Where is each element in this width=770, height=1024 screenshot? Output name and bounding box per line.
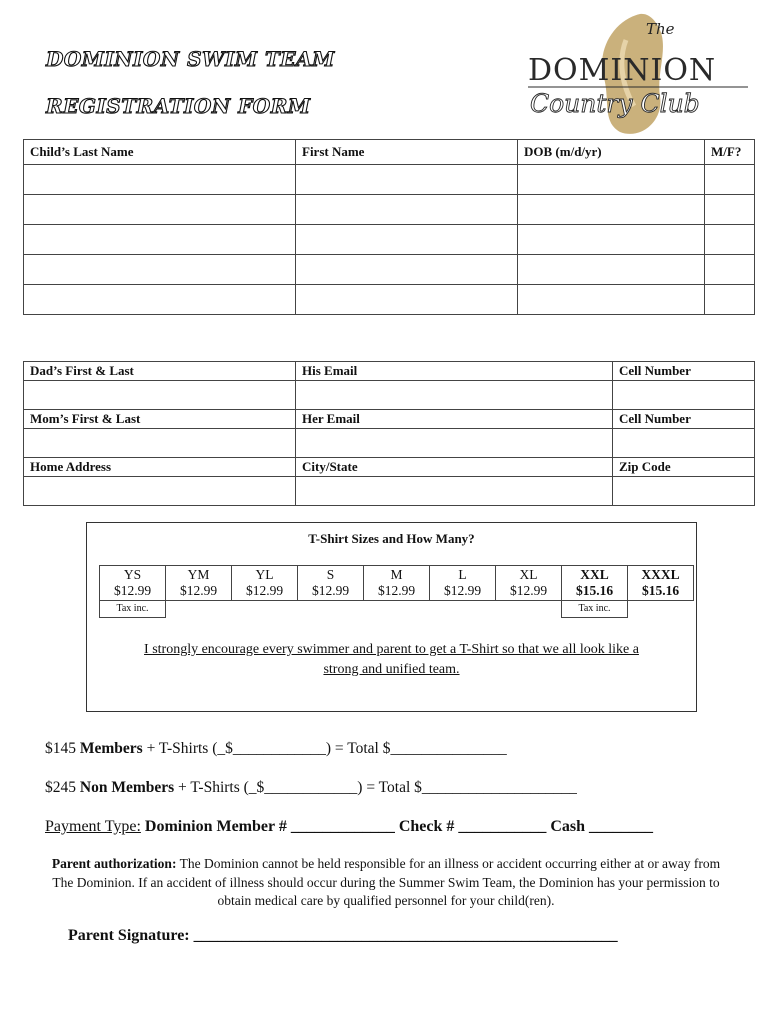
city-state-label: City/State — [296, 458, 613, 477]
dominion-country-club-logo — [522, 10, 754, 138]
child-last-name-field[interactable] — [24, 255, 296, 285]
size-name: L — [458, 567, 467, 582]
size-ys[interactable] — [100, 566, 166, 601]
home-address-label: Home Address — [24, 458, 296, 477]
her-email-field[interactable] — [296, 429, 613, 458]
tshirt-section — [86, 522, 697, 712]
non-members-total-field[interactable]: + T-Shirts (_$____________) = Total $____________________ — [178, 779, 577, 796]
payment-options-field[interactable]: Dominion Member # _____________ Check # ___________ Cash ________ — [144, 818, 654, 835]
encouragement-line1: I strongly encourage every swimmer and parent to get a T-Shirt so that we all look like a — [144, 642, 639, 657]
city-state-field[interactable] — [296, 477, 613, 506]
child-gender-field[interactable] — [705, 225, 755, 255]
form-title-line2: REGISTRATION FORM — [46, 94, 311, 118]
dad-name-field[interactable] — [24, 381, 296, 410]
child-last-name-field[interactable] — [24, 285, 296, 315]
size-xxxl[interactable] — [628, 566, 694, 601]
child-first-name-field[interactable] — [296, 195, 518, 225]
home-address-field[interactable] — [24, 477, 296, 506]
size-name: XL — [519, 567, 538, 582]
authorization-label: Parent authorization: — [51, 856, 177, 871]
child-dob-field[interactable] — [518, 225, 705, 255]
tax-note: Tax inc. — [100, 601, 166, 618]
logo-name: DOMINION — [528, 53, 717, 88]
tshirt-title: T-Shirt Sizes and How Many? — [308, 531, 475, 546]
authorization-text: The Dominion cannot be held responsible for an illness or accident occurring either at or away from The Dominion. If an accident of illness should occur during the Summer Swim Team, the Dominion has your permission to obtain medical care by qualified personnel for your child(ren). — [52, 856, 721, 908]
logo-the: The — [646, 20, 675, 38]
mom-cell-label: Cell Number — [613, 410, 755, 429]
child-table — [23, 139, 755, 315]
child-first-name-field[interactable] — [296, 285, 518, 315]
size-price: $12.99 — [245, 583, 284, 598]
size-price: $15.16 — [575, 583, 614, 598]
size-name: YS — [123, 567, 142, 582]
non-members-label: Non Members — [79, 779, 175, 796]
members-label: Members — [79, 740, 143, 757]
non-members-price: $245 — [45, 779, 76, 796]
size-name: XXL — [580, 567, 609, 582]
child-row — [24, 225, 755, 255]
size-price: $12.99 — [311, 583, 350, 598]
zip-code-label: Zip Code — [613, 458, 755, 477]
child-row — [24, 195, 755, 225]
logo-sub: Country Club — [530, 89, 700, 118]
child-row — [24, 255, 755, 285]
encouragement-line2: strong and unified team. — [323, 662, 460, 677]
parent-authorization — [40, 855, 732, 911]
child-row — [24, 165, 755, 195]
size-name: XXXL — [641, 567, 680, 582]
members-total-line — [45, 740, 507, 758]
zip-code-field[interactable] — [613, 477, 755, 506]
size-l[interactable] — [430, 566, 496, 601]
parent-table — [23, 361, 755, 506]
child-dob-field[interactable] — [518, 255, 705, 285]
size-price: $12.99 — [443, 583, 482, 598]
dad-cell-label: Cell Number — [613, 362, 755, 381]
tax-note: Tax inc. — [562, 601, 628, 618]
size-s[interactable] — [298, 566, 364, 601]
child-first-name-field[interactable] — [296, 255, 518, 285]
non-members-total-line — [45, 779, 577, 797]
members-price: $145 — [45, 740, 76, 757]
dad-name-label: Dad’s First & Last — [24, 362, 296, 381]
child-gender-field[interactable] — [705, 195, 755, 225]
child-last-name-header: Child’s Last Name — [24, 140, 296, 165]
tshirt-size-table — [99, 565, 694, 618]
parent-signature-line — [68, 927, 618, 945]
child-last-name-field[interactable] — [24, 225, 296, 255]
encouragement-text — [87, 640, 696, 680]
members-total-field[interactable]: + T-Shirts (_$____________) = Total $_______________ — [146, 740, 507, 757]
size-price: $12.99 — [113, 583, 152, 598]
size-ym[interactable] — [166, 566, 232, 601]
child-gender-field[interactable] — [705, 285, 755, 315]
size-name: YM — [187, 567, 210, 582]
signature-field[interactable]: _____________________________________________________ — [193, 927, 618, 944]
size-xl[interactable] — [496, 566, 562, 601]
mom-name-field[interactable] — [24, 429, 296, 458]
child-gender-field[interactable] — [705, 255, 755, 285]
dad-cell-field[interactable] — [613, 381, 755, 410]
child-row — [24, 285, 755, 315]
size-price: $12.99 — [377, 583, 416, 598]
payment-type-line — [45, 818, 653, 836]
child-dob-field[interactable] — [518, 285, 705, 315]
first-name-header: First Name — [296, 140, 518, 165]
child-dob-field[interactable] — [518, 195, 705, 225]
size-m[interactable] — [364, 566, 430, 601]
child-first-name-field[interactable] — [296, 225, 518, 255]
size-price: $15.16 — [641, 583, 680, 598]
size-price: $12.99 — [179, 583, 218, 598]
signature-label: Parent Signature: — [68, 927, 194, 944]
size-price: $12.99 — [509, 583, 548, 598]
his-email-label: His Email — [296, 362, 613, 381]
his-email-field[interactable] — [296, 381, 613, 410]
size-name: YL — [255, 567, 274, 582]
child-gender-field[interactable] — [705, 165, 755, 195]
child-dob-field[interactable] — [518, 165, 705, 195]
size-name: S — [326, 567, 335, 582]
gender-header: M/F? — [705, 140, 755, 165]
her-email-label: Her Email — [296, 410, 613, 429]
mom-cell-field[interactable] — [613, 429, 755, 458]
size-name: M — [390, 567, 403, 582]
child-last-name-field[interactable] — [24, 195, 296, 225]
dob-header: DOB (m/d/yr) — [518, 140, 705, 165]
mom-name-label: Mom’s First & Last — [24, 410, 296, 429]
size-yl[interactable] — [232, 566, 298, 601]
form-title-line1: DOMINION SWIM TEAM — [46, 47, 335, 71]
child-first-name-field[interactable] — [296, 165, 518, 195]
payment-type-label: Payment Type: — [45, 818, 141, 835]
child-last-name-field[interactable] — [24, 165, 296, 195]
size-xxl[interactable] — [562, 566, 628, 601]
